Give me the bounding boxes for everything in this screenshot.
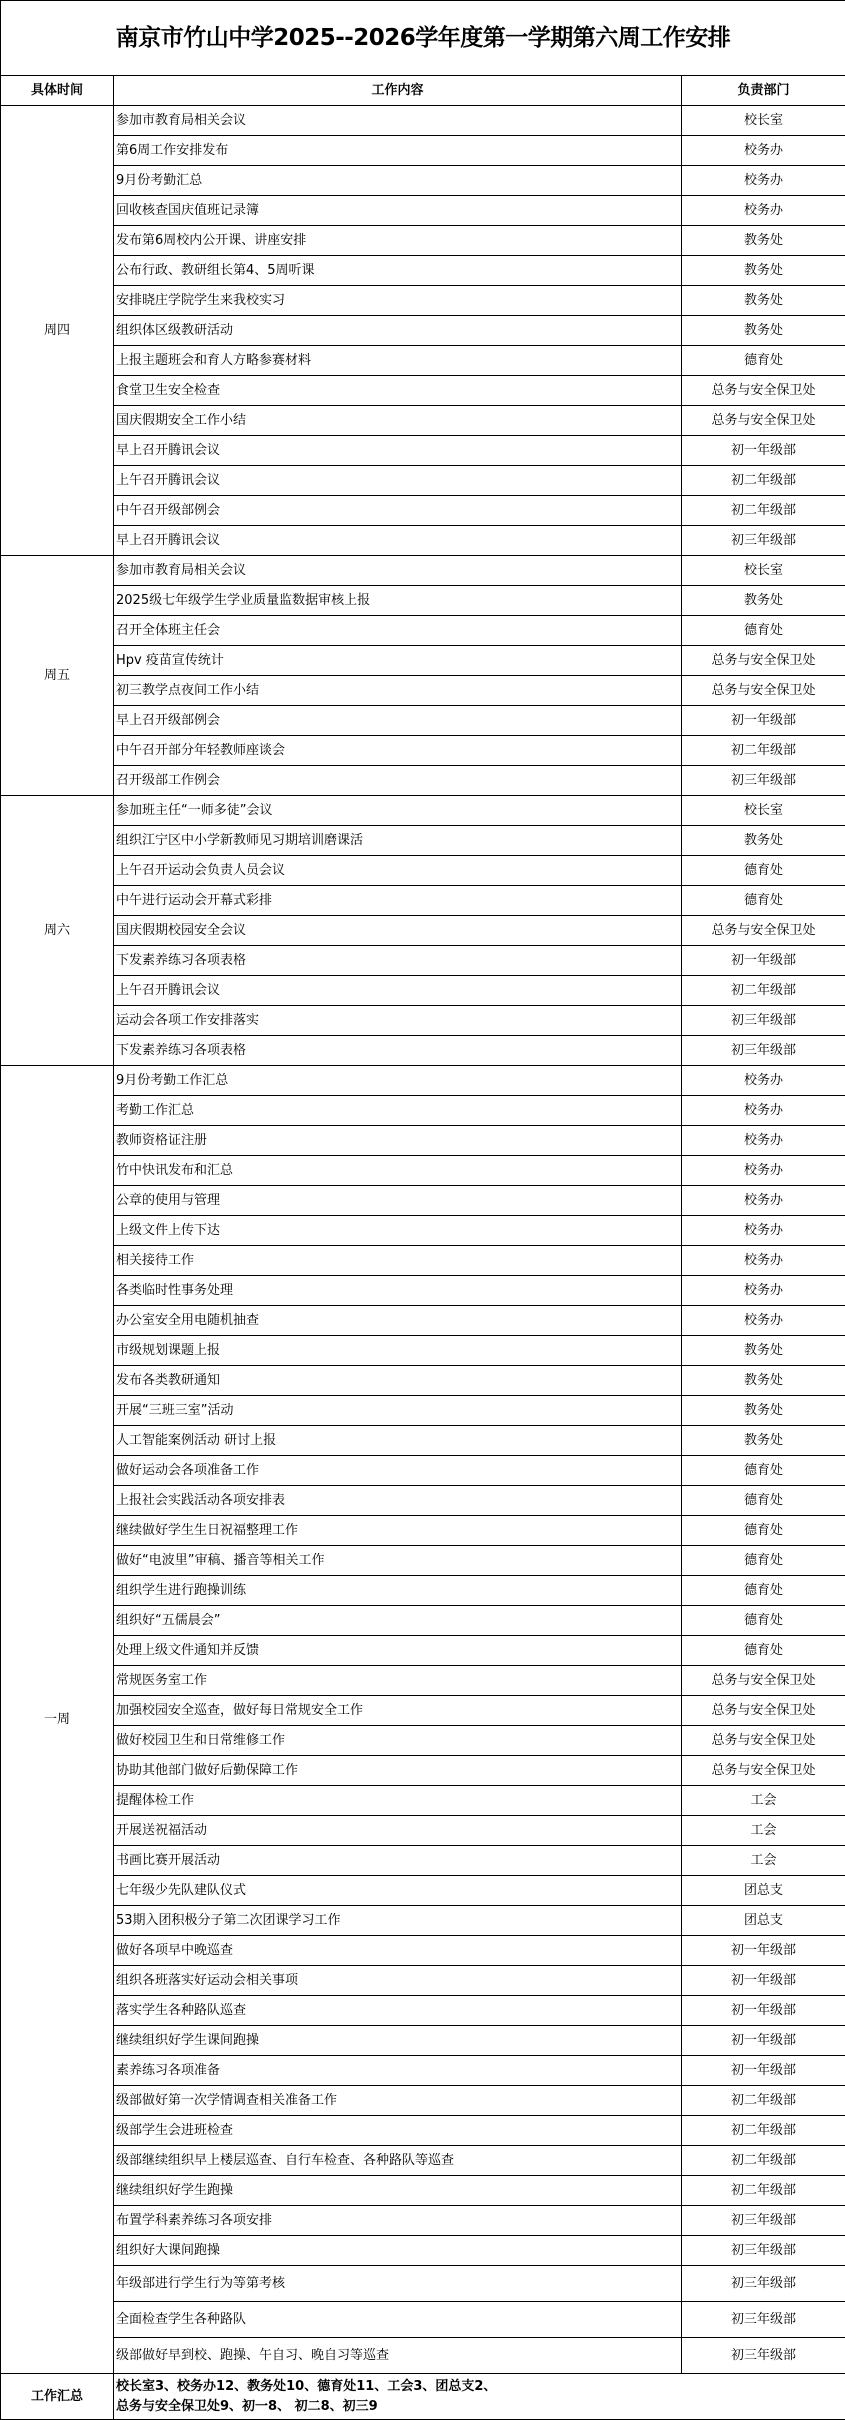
summary-row xyxy=(1,2374,845,2420)
task-content: 公布行政、教研组长第4、5周听课 xyxy=(114,256,682,286)
responsible-dept: 初一年级部 xyxy=(682,2026,845,2056)
task-content: 继续做好学生生日祝福整理工作 xyxy=(114,1516,682,1546)
table-row xyxy=(1,736,845,766)
responsible-dept: 初二年级部 xyxy=(682,2146,845,2176)
table-row xyxy=(1,826,845,856)
header-dept: 负责部门 xyxy=(682,76,845,106)
responsible-dept: 校务办 xyxy=(682,1126,845,1156)
table-row xyxy=(1,2206,845,2236)
day-cell: 周四 xyxy=(1,106,114,556)
task-content: 上午召开运动会负责人员会议 xyxy=(114,856,682,886)
responsible-dept: 总务与安全保卫处 xyxy=(682,376,845,406)
summary-line-1: 校长室3、校务办12、教务处10、德育处11、工会3、团总支2、 xyxy=(116,2378,497,2394)
table-row xyxy=(1,1966,845,1996)
responsible-dept: 初一年级部 xyxy=(682,706,845,736)
task-content: 级部做好第一次学情调查相关准备工作 xyxy=(114,2086,682,2116)
responsible-dept: 初二年级部 xyxy=(682,496,845,526)
responsible-dept: 初三年级部 xyxy=(682,2236,845,2266)
task-content: 开展“三班三室”活动 xyxy=(114,1396,682,1426)
responsible-dept: 初三年级部 xyxy=(682,766,845,796)
table-row xyxy=(1,1306,845,1336)
responsible-dept: 德育处 xyxy=(682,1516,845,1546)
table-row xyxy=(1,1516,845,1546)
task-content: 发布各类教研通知 xyxy=(114,1366,682,1396)
table-row xyxy=(1,766,845,796)
responsible-dept: 初二年级部 xyxy=(682,2116,845,2146)
responsible-dept: 初二年级部 xyxy=(682,2086,845,2116)
table-row xyxy=(1,1546,845,1576)
table-row xyxy=(1,2026,845,2056)
table-row xyxy=(1,2302,845,2338)
task-content: 参加市教育局相关会议 xyxy=(114,106,682,136)
task-content: 全面检查学生各种路队 xyxy=(114,2302,682,2338)
responsible-dept: 教务处 xyxy=(682,1396,845,1426)
task-content: 上报主题班会和育人方略参赛材料 xyxy=(114,346,682,376)
responsible-dept: 校长室 xyxy=(682,796,845,826)
responsible-dept: 德育处 xyxy=(682,1636,845,1666)
responsible-dept: 教务处 xyxy=(682,316,845,346)
task-content: 初三教学点夜间工作小结 xyxy=(114,676,682,706)
responsible-dept: 初二年级部 xyxy=(682,736,845,766)
task-content: 召开级部工作例会 xyxy=(114,766,682,796)
task-content: 上级文件上传下达 xyxy=(114,1216,682,1246)
responsible-dept: 初三年级部 xyxy=(682,1036,845,1066)
responsible-dept: 总务与安全保卫处 xyxy=(682,1696,845,1726)
responsible-dept: 初三年级部 xyxy=(682,2302,845,2338)
task-content: 办公室安全用电随机抽查 xyxy=(114,1306,682,1336)
table-row xyxy=(1,676,845,706)
table-row xyxy=(1,2176,845,2206)
task-content: 组织江宁区中小学新教师见习期培训磨课活 xyxy=(114,826,682,856)
task-content: 中午召开级部例会 xyxy=(114,496,682,526)
table-row xyxy=(1,1366,845,1396)
responsible-dept: 初三年级部 xyxy=(682,1006,845,1036)
table-row xyxy=(1,1906,845,1936)
task-content: 组织体区级教研活动 xyxy=(114,316,682,346)
responsible-dept: 校务办 xyxy=(682,1156,845,1186)
responsible-dept: 教务处 xyxy=(682,826,845,856)
task-content: 布置学科素养练习各项安排 xyxy=(114,2206,682,2236)
task-content: 参加市教育局相关会议 xyxy=(114,556,682,586)
table-row xyxy=(1,436,845,466)
table-row xyxy=(1,2116,845,2146)
responsible-dept: 初三年级部 xyxy=(682,2338,845,2374)
task-content: 考勤工作汇总 xyxy=(114,1096,682,1126)
table-row xyxy=(1,1846,845,1876)
table-row xyxy=(1,1396,845,1426)
responsible-dept: 总务与安全保卫处 xyxy=(682,1726,845,1756)
responsible-dept: 初一年级部 xyxy=(682,946,845,976)
responsible-dept: 校务办 xyxy=(682,1276,845,1306)
task-content: 上午召开腾讯会议 xyxy=(114,976,682,1006)
responsible-dept: 德育处 xyxy=(682,1486,845,1516)
day-cell: 周五 xyxy=(1,556,114,796)
task-content: 组织好“五儒晨会” xyxy=(114,1606,682,1636)
responsible-dept: 德育处 xyxy=(682,346,845,376)
table-row xyxy=(1,256,845,286)
task-content: 级部做好早到校、跑操、午自习、晚自习等巡查 xyxy=(114,2338,682,2374)
responsible-dept: 初一年级部 xyxy=(682,436,845,466)
responsible-dept: 校务办 xyxy=(682,1096,845,1126)
task-content: 国庆假期校园安全会议 xyxy=(114,916,682,946)
responsible-dept: 工会 xyxy=(682,1816,845,1846)
table-row xyxy=(1,376,845,406)
responsible-dept: 初三年级部 xyxy=(682,2266,845,2302)
table-row xyxy=(1,616,845,646)
table-row xyxy=(1,1996,845,2026)
task-content: 竹中快讯发布和汇总 xyxy=(114,1156,682,1186)
header-content: 工作内容 xyxy=(114,76,682,106)
summary-text xyxy=(114,2374,845,2420)
table-row xyxy=(1,2236,845,2266)
responsible-dept: 初一年级部 xyxy=(682,1966,845,1996)
task-content: 国庆假期安全工作小结 xyxy=(114,406,682,436)
responsible-dept: 德育处 xyxy=(682,856,845,886)
responsible-dept: 工会 xyxy=(682,1846,845,1876)
table-row xyxy=(1,1666,845,1696)
table-row xyxy=(1,2056,845,2086)
table-row xyxy=(1,886,845,916)
task-content: 组织学生进行跑操训练 xyxy=(114,1576,682,1606)
table-row xyxy=(1,1426,845,1456)
responsible-dept: 德育处 xyxy=(682,1456,845,1486)
responsible-dept: 初一年级部 xyxy=(682,2056,845,2086)
task-content: 下发素养练习各项表格 xyxy=(114,1036,682,1066)
task-content: 早上召开腾讯会议 xyxy=(114,436,682,466)
task-content: 各类临时性事务处理 xyxy=(114,1276,682,1306)
task-content: 53期入团积极分子第二次团课学习工作 xyxy=(114,1906,682,1936)
responsible-dept: 德育处 xyxy=(682,1576,845,1606)
table-row xyxy=(1,1726,845,1756)
responsible-dept: 教务处 xyxy=(682,226,845,256)
responsible-dept: 总务与安全保卫处 xyxy=(682,916,845,946)
day-cell: 一周 xyxy=(1,1066,114,2374)
responsible-dept: 初一年级部 xyxy=(682,1996,845,2026)
table-row xyxy=(1,316,845,346)
table-row xyxy=(1,286,845,316)
task-content: 参加班主任“一师多徒”会议 xyxy=(114,796,682,826)
table-row xyxy=(1,1336,845,1366)
responsible-dept: 初二年级部 xyxy=(682,976,845,1006)
table-row xyxy=(1,2266,845,2302)
task-content: Hpv 疫苗宣传统计 xyxy=(114,646,682,676)
table-row xyxy=(1,856,845,886)
responsible-dept: 总务与安全保卫处 xyxy=(682,1756,845,1786)
task-content: 发布第6周校内公开课、讲座安排 xyxy=(114,226,682,256)
responsible-dept: 德育处 xyxy=(682,1606,845,1636)
task-content: 2025级七年级学生学业质量监数据审核上报 xyxy=(114,586,682,616)
table-row xyxy=(1,466,845,496)
responsible-dept: 初三年级部 xyxy=(682,526,845,556)
responsible-dept: 教务处 xyxy=(682,1336,845,1366)
responsible-dept: 校务办 xyxy=(682,136,845,166)
table-row xyxy=(1,1696,845,1726)
task-content: 做好运动会各项准备工作 xyxy=(114,1456,682,1486)
table-row xyxy=(1,226,845,256)
table-row xyxy=(1,1156,845,1186)
task-content: 回收核查国庆值班记录簿 xyxy=(114,196,682,226)
task-content: 召开全体班主任会 xyxy=(114,616,682,646)
responsible-dept: 总务与安全保卫处 xyxy=(682,1666,845,1696)
table-row xyxy=(1,1816,845,1846)
responsible-dept: 校务办 xyxy=(682,196,845,226)
responsible-dept: 校务办 xyxy=(682,1186,845,1216)
table-row xyxy=(1,1786,845,1816)
task-content: 年级部进行学生行为等第考核 xyxy=(114,2266,682,2302)
responsible-dept: 教务处 xyxy=(682,1366,845,1396)
table-row xyxy=(1,196,845,226)
task-content: 七年级少先队建队仪式 xyxy=(114,1876,682,1906)
task-content: 食堂卫生安全检查 xyxy=(114,376,682,406)
task-content: 素养练习各项准备 xyxy=(114,2056,682,2086)
responsible-dept: 校务办 xyxy=(682,1066,845,1096)
responsible-dept: 校务办 xyxy=(682,1306,845,1336)
responsible-dept: 总务与安全保卫处 xyxy=(682,406,845,436)
responsible-dept: 初三年级部 xyxy=(682,2206,845,2236)
header-row xyxy=(1,76,845,106)
task-content: 加强校园安全巡查，做好每日常规安全工作 xyxy=(114,1696,682,1726)
responsible-dept: 工会 xyxy=(682,1786,845,1816)
responsible-dept: 教务处 xyxy=(682,586,845,616)
task-content: 级部继续组织早上楼层巡查、自行车检查、各种路队等巡查 xyxy=(114,2146,682,2176)
task-content: 做好“电波里”审稿、播音等相关工作 xyxy=(114,1546,682,1576)
responsible-dept: 初一年级部 xyxy=(682,1936,845,1966)
responsible-dept: 总务与安全保卫处 xyxy=(682,646,845,676)
table-row xyxy=(1,916,845,946)
responsible-dept: 教务处 xyxy=(682,256,845,286)
task-content: 上午召开腾讯会议 xyxy=(114,466,682,496)
task-content: 早上召开级部例会 xyxy=(114,706,682,736)
table-row xyxy=(1,166,845,196)
responsible-dept: 团总支 xyxy=(682,1876,845,1906)
task-content: 9月份考勤汇总 xyxy=(114,166,682,196)
table-row xyxy=(1,1216,845,1246)
task-content: 公章的使用与管理 xyxy=(114,1186,682,1216)
table-row xyxy=(1,946,845,976)
task-content: 人工智能案例活动 研讨上报 xyxy=(114,1426,682,1456)
responsible-dept: 校长室 xyxy=(682,556,845,586)
task-content: 第6周工作安排发布 xyxy=(114,136,682,166)
table-row xyxy=(1,136,845,166)
table-row xyxy=(1,796,845,826)
table-row xyxy=(1,1186,845,1216)
table-row xyxy=(1,1066,845,1096)
task-content: 相关接待工作 xyxy=(114,1246,682,1276)
table-row xyxy=(1,1576,845,1606)
table-row xyxy=(1,106,845,136)
table-row xyxy=(1,1936,845,1966)
task-content: 继续组织好学生跑操 xyxy=(114,2176,682,2206)
table-row xyxy=(1,2086,845,2116)
table-row xyxy=(1,1276,845,1306)
day-cell: 周六 xyxy=(1,796,114,1066)
task-content: 上报社会实践活动各项安排表 xyxy=(114,1486,682,1516)
responsible-dept: 教务处 xyxy=(682,286,845,316)
responsible-dept: 校务办 xyxy=(682,1246,845,1276)
task-content: 早上召开腾讯会议 xyxy=(114,526,682,556)
task-content: 教师资格证注册 xyxy=(114,1126,682,1156)
table-row xyxy=(1,2338,845,2374)
task-content: 9月份考勤工作汇总 xyxy=(114,1066,682,1096)
responsible-dept: 校务办 xyxy=(682,1216,845,1246)
table-row xyxy=(1,1456,845,1486)
task-content: 处理上级文件通知并反馈 xyxy=(114,1636,682,1666)
responsible-dept: 团总支 xyxy=(682,1906,845,1936)
task-content: 安排晓庄学院学生来我校实习 xyxy=(114,286,682,316)
responsible-dept: 初二年级部 xyxy=(682,466,845,496)
responsible-dept: 德育处 xyxy=(682,616,845,646)
task-content: 继续组织好学生课间跑操 xyxy=(114,2026,682,2056)
table-row xyxy=(1,1756,845,1786)
table-row xyxy=(1,646,845,676)
table-row xyxy=(1,1096,845,1126)
table-row xyxy=(1,1486,845,1516)
task-content: 常规医务室工作 xyxy=(114,1666,682,1696)
task-content: 做好校园卫生和日常维修工作 xyxy=(114,1726,682,1756)
task-content: 组织好大课间跑操 xyxy=(114,2236,682,2266)
task-content: 开展送祝福活动 xyxy=(114,1816,682,1846)
task-content: 组织各班落实好运动会相关事项 xyxy=(114,1966,682,1996)
table-row xyxy=(1,706,845,736)
summary-line-2: 总务与安全保卫处9、初一8、 初二8、初三9 xyxy=(116,2398,378,2414)
table-row xyxy=(1,976,845,1006)
responsible-dept: 德育处 xyxy=(682,1546,845,1576)
task-content: 落实学生各种路队巡查 xyxy=(114,1996,682,2026)
task-content: 提醒体检工作 xyxy=(114,1786,682,1816)
header-time: 具体时间 xyxy=(1,76,114,106)
table-row xyxy=(1,1636,845,1666)
table-row xyxy=(1,1606,845,1636)
task-content: 做好各项早中晚巡查 xyxy=(114,1936,682,1966)
responsible-dept: 初二年级部 xyxy=(682,2176,845,2206)
task-content: 中午召开部分年轻教师座谈会 xyxy=(114,736,682,766)
summary-label: 工作汇总 xyxy=(1,2374,114,2420)
table-row xyxy=(1,526,845,556)
table-row xyxy=(1,586,845,616)
table-row xyxy=(1,1126,845,1156)
table-row xyxy=(1,346,845,376)
task-content: 书画比赛开展活动 xyxy=(114,1846,682,1876)
page-title: 南京市竹山中学2025--2026学年度第一学期第六周工作安排 xyxy=(1,1,845,76)
responsible-dept: 校长室 xyxy=(682,106,845,136)
table-row xyxy=(1,1036,845,1066)
task-content: 协助其他部门做好后勤保障工作 xyxy=(114,1756,682,1786)
table-row xyxy=(1,1876,845,1906)
table-row xyxy=(1,496,845,526)
task-content: 下发素养练习各项表格 xyxy=(114,946,682,976)
responsible-dept: 校务办 xyxy=(682,166,845,196)
table-row xyxy=(1,406,845,436)
task-content: 运动会各项工作安排落实 xyxy=(114,1006,682,1036)
responsible-dept: 教务处 xyxy=(682,1426,845,1456)
table-row xyxy=(1,1246,845,1276)
task-content: 级部学生会进班检查 xyxy=(114,2116,682,2146)
table-row xyxy=(1,1006,845,1036)
table-row xyxy=(1,556,845,586)
task-content: 中午进行运动会开幕式彩排 xyxy=(114,886,682,916)
responsible-dept: 总务与安全保卫处 xyxy=(682,676,845,706)
table-row xyxy=(1,2146,845,2176)
task-content: 市级规划课题上报 xyxy=(114,1336,682,1366)
responsible-dept: 德育处 xyxy=(682,886,845,916)
